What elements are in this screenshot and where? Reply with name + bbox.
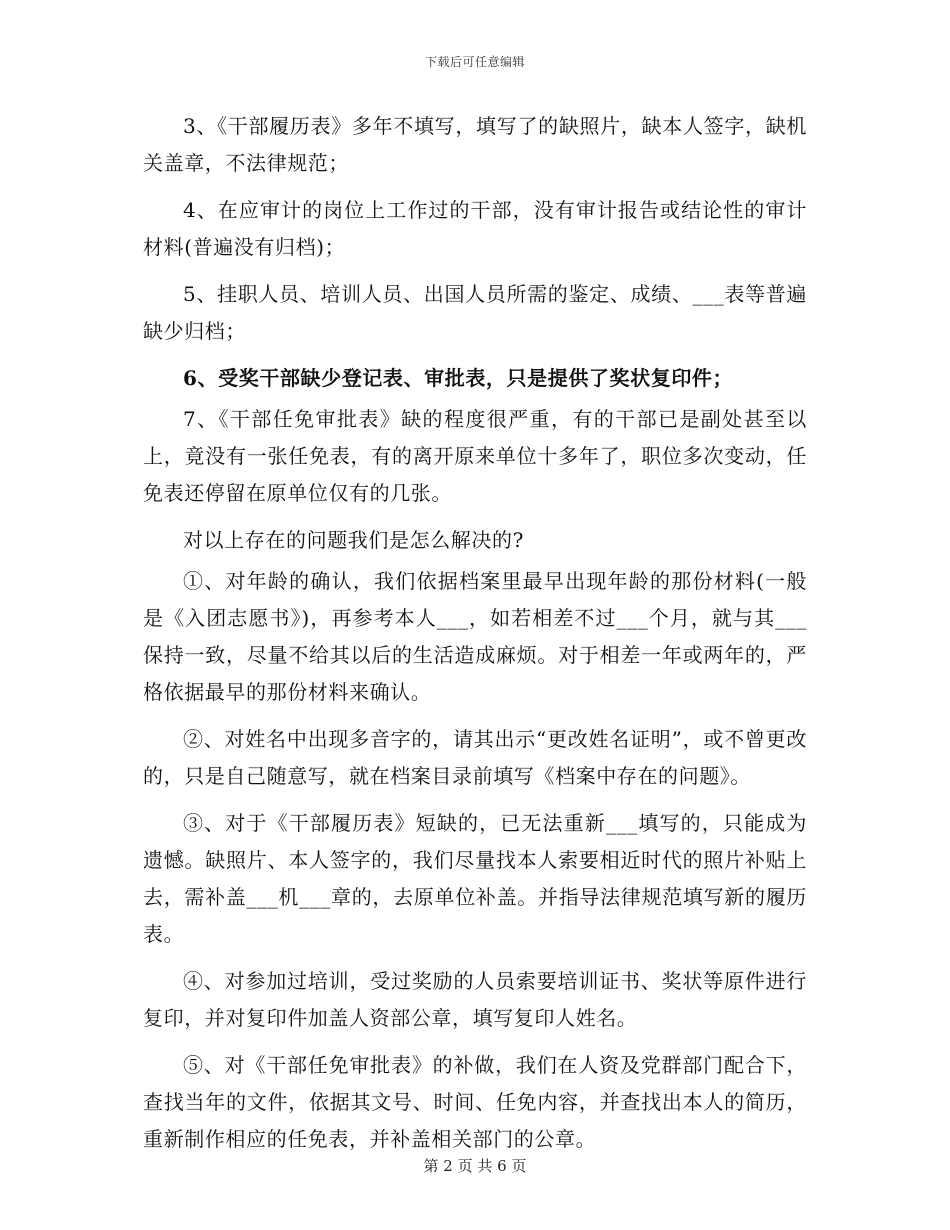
paragraph-item-6-bold: 6、受奖干部缺少登记表、审批表，只是提供了奖状复印件； <box>183 366 734 390</box>
paragraph-solution-3: ③、对于《干部履历表》短缺的，已无法重新___填写的，只能成为遗憾。缺照片、本人签字的，我们尽量找本人索要相近时代的照片补贴上去，需补盖___机___章的，去原单位补盖。并指导法律规范填写新的履历表。 <box>143 811 807 946</box>
document-body <box>143 108 807 1168</box>
paragraph-item-4: 4、在应审计的岗位上工作过的干部，没有审计报告或结论性的审计材料(普遍没有归档)； <box>143 198 807 259</box>
paragraph-solution-2: ②、对姓名中出现多音字的，请其出示“更改姓名证明”，或不曾更改的，只是自己随意写，就在档案目录前填写《档案中存在的问题》。 <box>143 727 807 788</box>
paragraph-item-5: 5、挂职人员、培训人员、出国人员所需的鉴定、成绩、___表等普遍缺少归档； <box>143 282 807 343</box>
page-footer: 第 2 页 共 6 页 <box>423 1157 527 1175</box>
page-header: 下载后可任意编辑 <box>424 55 525 69</box>
paragraph-item-3: 3、《干部履历表》多年不填写，填写了的缺照片，缺本人签字，缺机关盖章，不法律规范； <box>143 114 807 175</box>
paragraph-solution-4: ④、对参加过培训，受过奖励的人员索要培训证书、奖状等原件进行复印，并对复印件加盖人资部公章，填写复印人姓名。 <box>143 969 807 1030</box>
paragraph-item-7: 7、《干部任免审批表》缺的程度很严重，有的干部已是副处甚至以上，竟没有一张任免表，有的离开原来单位十多年了，职位多次变动，任免表还停留在原单位仅有的几张。 <box>143 407 807 505</box>
paragraph-solution-1: ①、对年龄的确认，我们依据档案里最早出现年龄的那份材料(一般是《入团志愿书》)，再参考本人___，如若相差不过___个月，就与其___保持一致，尽量不给其以后的生活造成麻烦。对于相差一年或两年的，严格依据最早的那份材料来确认。 <box>143 569 807 704</box>
paragraph-question: 对以上存在的问题我们是怎么解决的? <box>183 528 524 552</box>
paragraph-solution-5: ⑤、对《干部任免审批表》的补做，我们在人资及党群部门配合下，查找当年的文件，依据其文号、时间、任免内容，并查找出本人的简历，重新制作相应的任免表，并补盖相关部门的公章。 <box>143 1053 807 1151</box>
